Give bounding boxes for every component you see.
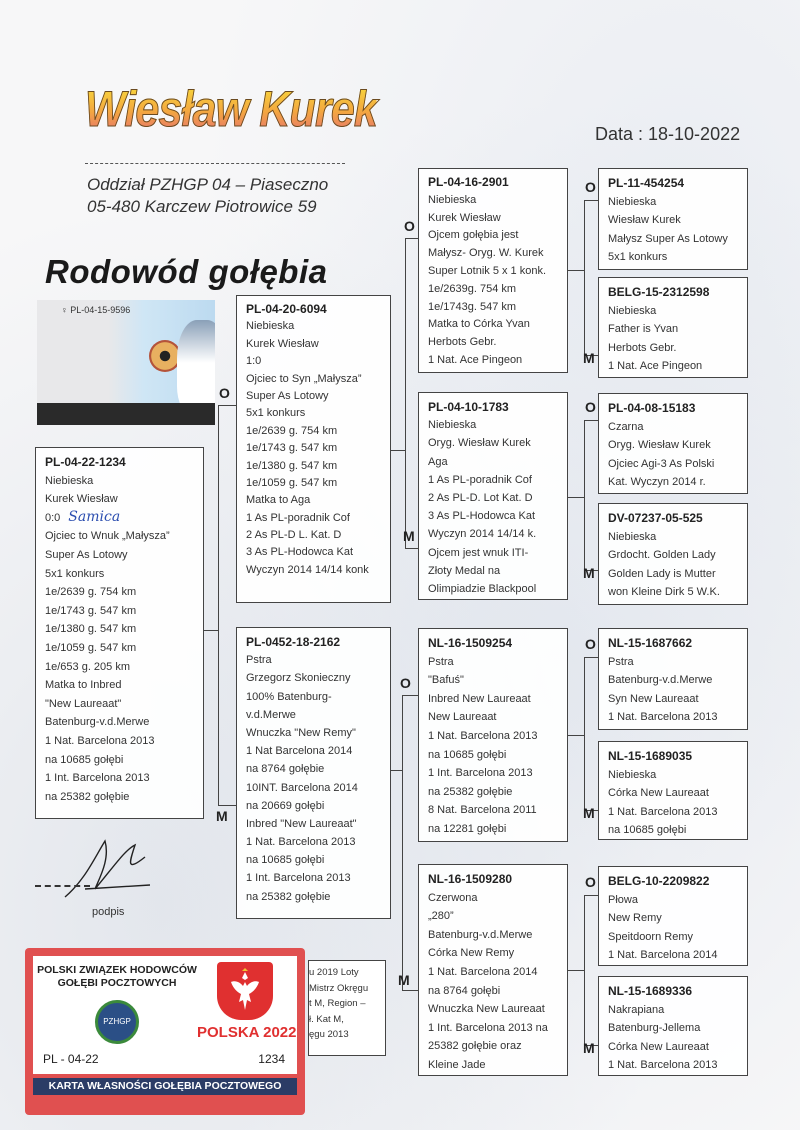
pedigree-line: Niebieska (608, 195, 657, 208)
ring-number: PL-04-20-6094 (246, 302, 327, 316)
ring-number: PL-04-08-15183 (608, 401, 696, 415)
pedigree-line: 1 Int. Barcelona 2013 (45, 772, 150, 785)
pedigree-line: 1 Nat. Ace Pingeon (428, 353, 523, 366)
connector-line (584, 200, 598, 201)
father-card (236, 295, 391, 603)
mother-card (236, 627, 391, 919)
ggp-fff-card (598, 168, 748, 270)
ring-number: PL-04-10-1783 (428, 400, 509, 414)
connector-line (568, 497, 584, 498)
pigeon-image (177, 320, 215, 415)
connector-line (405, 238, 418, 239)
mother-marker: M (583, 565, 595, 581)
pedigree-line: Oryg. Wiesław Kurek (608, 439, 711, 451)
pedigree-line: 1e/2639 g. 754 km (246, 424, 338, 437)
connector-line (584, 657, 598, 658)
pedigree-line: 1 Int. Barcelona 2013 na (428, 1021, 548, 1034)
pedigree-line: Ojciec to Syn „Małysza” (246, 372, 362, 385)
pedigree-line: Wnuczka New Laureaat (428, 1003, 545, 1016)
connector-line (584, 200, 585, 360)
pedigree-line: na 25382 gołębie (428, 785, 513, 798)
pedigree-line: Oryg. Wiesław Kurek (428, 437, 531, 450)
pedigree-line: 8 Nat. Barcelona 2011 (428, 804, 537, 817)
father-marker: O (400, 675, 411, 691)
card-ring-number: 1234 (258, 1052, 285, 1066)
pedigree-line: Pstra (428, 655, 454, 668)
connector-line (402, 990, 418, 991)
pedigree-line: Kleine Jade (428, 1058, 486, 1071)
pedigree-line: Niebieska (45, 474, 94, 487)
partially-hidden-box (308, 960, 386, 1056)
pedigree-line: Wnuczka "New Remy" (246, 726, 356, 739)
pedigree-line: Super As Lotowy (246, 389, 329, 402)
pigeon-photo (37, 300, 215, 425)
sex-line (45, 509, 203, 528)
connector-line (584, 420, 598, 421)
fragment-line: t M, Region – (309, 998, 366, 1009)
father-marker: O (585, 874, 596, 890)
pedigree-line: na 25382 gołębie (45, 790, 130, 803)
pedigree-line: na 8764 gołębi (428, 984, 501, 997)
pedigree-line: Matka to Inbred (45, 679, 122, 692)
pedigree-line: 1 Nat. Barcelona 2014 (428, 965, 538, 978)
pedigree-line: Herbots Gebr. (428, 336, 497, 349)
pedigree-line: 3 As PL-Hodowca Kat (246, 546, 354, 559)
pedigree-line: Czerwona (428, 891, 478, 904)
pedigree-line: 3 As PL-Hodowca Kat (428, 510, 536, 523)
pedigree-line: 1e/2639 g. 754 km (45, 586, 137, 599)
card-org-line-1: POLSKI ZWIĄZEK HODOWCÓW (37, 964, 197, 976)
photo-footer (37, 403, 215, 425)
pedigree-line: Olimpiadzie Blackpool (428, 582, 537, 595)
pedigree-line: Ojcem gołębia jest (428, 229, 519, 242)
pedigree-line: na 20669 gołębi (246, 799, 325, 812)
ring-number: NL-16-1509280 (428, 872, 513, 886)
pedigree-line: 1 Nat. Barcelona 2013 (608, 805, 718, 818)
card-org-line-2: GOŁĘBI POCZTOWYCH (57, 977, 177, 989)
paternal-grandmother-card (418, 392, 568, 600)
card-ring-prefix: PL - 04-22 (43, 1052, 99, 1066)
pedigree-line: Kurek Wiesław (45, 493, 118, 506)
pedigree-line: Batenburg-v.d.Merwe (45, 716, 150, 729)
pedigree-line: 1 Nat. Barcelona 2013 (608, 1059, 718, 1071)
pedigree-line: 1 Int. Barcelona 2013 (428, 767, 533, 780)
pedigree-line: 1 Nat. Barcelona 2013 (428, 729, 538, 742)
ring-number: NL-16-1509254 (428, 636, 513, 650)
pedigree-line: Płowa (608, 893, 638, 906)
pedigree-line: Grdocht. Golden Lady (608, 549, 716, 561)
pzhgp-logo-icon: PZHGP (95, 1000, 139, 1044)
ggp-mff-card (598, 628, 748, 730)
pedigree-line: Córka New Laureaat (608, 787, 709, 799)
pedigree-line: „280” (428, 910, 454, 923)
pedigree-line: Super As Lotowy (45, 548, 128, 561)
photo-ring-number: PL-04-15-9596 (70, 305, 131, 315)
pedigree-line: Wyczyn 2014 14/14 konk (246, 563, 369, 576)
document-title: Rodowód gołębia (45, 253, 328, 290)
connector-line (568, 270, 584, 271)
mother-marker: M (216, 808, 228, 824)
pedigree-line: New Remy (608, 912, 662, 924)
fragment-line: Mistrz Okręgu (309, 982, 369, 994)
pedigree-line: Kurek Wiesław (246, 337, 319, 350)
pedigree-line: Matka to Córka Yvan (428, 318, 530, 331)
handwritten-sex-note: Samica (68, 508, 121, 525)
pedigree-line: 1e/1059 g. 547 km (246, 476, 338, 489)
pedigree-line: Syn New Laureaat (608, 692, 699, 705)
address-line-1: Oddział PZHGP 04 – Piaseczno (87, 175, 329, 194)
breeder-name-logo: Wiesław Kurek (85, 81, 377, 137)
father-marker: O (219, 385, 230, 401)
signature-line (35, 885, 90, 887)
pedigree-line: 2 As PL-D. Lot Kat. D (428, 491, 533, 504)
pedigree-line: 5x1 konkurs (45, 567, 105, 580)
connector-line (218, 405, 219, 805)
pedigree-line: 0:0 (45, 511, 61, 524)
connector-line (584, 895, 598, 896)
pedigree-line: na 25382 gołębie (246, 890, 331, 903)
connector-line (391, 770, 402, 771)
pedigree-line: Pstra (608, 655, 634, 668)
ring-number: PL-04-22-1234 (45, 455, 126, 469)
ring-number: NL-15-1687662 (608, 636, 693, 650)
pedigree-line: na 8764 gołębie (246, 763, 325, 776)
ring-number: PL-0452-18-2162 (246, 635, 341, 649)
pedigree-line: 1 Nat. Barcelona 2014 (608, 949, 718, 961)
pedigree-line: Nakrapiana (608, 1003, 665, 1016)
ring-number: NL-15-1689035 (608, 749, 693, 763)
card-org-name (37, 964, 197, 990)
pedigree-line: Inbred New Laureaat (428, 692, 531, 705)
pedigree-line: na 10685 gołębi (45, 753, 124, 766)
pedigree-line: 1 Nat. Barcelona 2013 (246, 836, 356, 849)
connector-line (568, 735, 584, 736)
card-country-year: POLSKA 2022 (197, 1024, 297, 1041)
paternal-grandfather-card (418, 168, 568, 373)
ring-number: NL-15-1689336 (608, 984, 693, 998)
pedigree-line: 1:0 (246, 355, 262, 368)
pedigree-line: 1e/1743 g. 547 km (246, 442, 338, 455)
pedigree-line: na 10685 gołębi (428, 748, 507, 761)
pedigree-line: Niebieska (608, 768, 657, 781)
pedigree-line: Ojciec to Wnuk „Małysza” (45, 530, 170, 543)
connector-line (405, 548, 418, 549)
pedigree-line: Niebieska (246, 320, 295, 333)
pedigree-line: v.d.Merwe (246, 708, 296, 721)
pedigree-line: Córka New Laureaat (608, 1040, 709, 1053)
pedigree-line: Inbred "New Laureaat" (246, 817, 357, 830)
fragment-line: u 2019 Loty (309, 967, 359, 978)
ring-number: BELG-10-2209822 (608, 874, 710, 888)
mother-marker: M (583, 1040, 595, 1056)
ggp-fmf-card (598, 393, 748, 494)
pedigree-line: New Laureaat (428, 711, 497, 724)
pedigree-line: Niebieska (428, 419, 477, 432)
signature-label: podpis (92, 906, 125, 918)
pedigree-line: 1e/1743 g. 547 km (45, 604, 137, 617)
pedigree-line: 1e/1380 g. 547 km (246, 459, 338, 472)
pedigree-line: 2 As PL-D L. Kat. D (246, 529, 342, 542)
pedigree-line: Aga (428, 455, 448, 468)
eagle-icon (225, 968, 265, 1014)
pedigree-line: 1 Nat. Ace Pingeon (608, 360, 703, 372)
ring-number: DV-07237-05-525 (608, 511, 703, 525)
pedigree-line: 1e/2639g. 754 km (428, 282, 517, 295)
pedigree-line: 1e/1743g. 547 km (428, 300, 517, 313)
polish-eagle-icon (217, 962, 273, 1020)
maternal-grandmother-card (418, 864, 568, 1076)
mother-marker: M (403, 528, 415, 544)
ring-number: PL-11-454254 (608, 176, 685, 190)
pedigree-line: Grzegorz Skonieczny (246, 672, 351, 685)
pedigree-line: na 10685 gołębi (608, 824, 687, 836)
pedigree-line: Wiesław Kurek (608, 214, 681, 226)
pedigree-line: Batenburg-v.d.Merwe (608, 674, 713, 686)
pedigree-line: 1e/1059 g. 547 km (45, 641, 137, 654)
father-marker: O (585, 399, 596, 415)
pedigree-line: Niebieska (608, 304, 657, 317)
pedigree-line: Niebieska (608, 530, 657, 543)
ring-number: BELG-15-2312598 (608, 285, 710, 299)
maternal-grandfather-card (418, 628, 568, 842)
pedigree-line: Złoty Medal na (428, 564, 501, 577)
card-title: KARTA WŁASNOŚCI GOŁĘBIA POCZTOWEGO (33, 1078, 297, 1095)
fragment-line: ł. Kat M, (309, 1013, 344, 1025)
pedigree-line: 5x1 konkurs (608, 251, 668, 263)
pedigree-line: Córka New Remy (428, 947, 515, 960)
mother-marker: M (583, 805, 595, 821)
connector-line (218, 805, 236, 806)
ggp-ffm-card (598, 277, 748, 378)
connector-line (405, 238, 406, 548)
pedigree-line: won Kleine Dirk 5 W.K. (608, 586, 720, 598)
father-marker: O (585, 636, 596, 652)
document-date: Data : 18-10-2022 (595, 124, 741, 144)
pedigree-line: 1 Nat. Barcelona 2013 (608, 711, 718, 723)
pedigree-line: Pstra (246, 654, 272, 667)
connector-line (402, 695, 403, 990)
pedigree-line: na 12281 gołębi (428, 822, 507, 835)
pedigree-line: Father is Yvan (608, 323, 679, 335)
pedigree-line: 100% Batenburg- (246, 690, 332, 703)
pedigree-line: na 10685 gołębi (246, 854, 325, 867)
ggp-mmf-card (598, 866, 748, 966)
ring-number: PL-04-16-2901 (428, 175, 509, 189)
pedigree-line: Czarna (608, 420, 644, 433)
pedigree-line: 5x1 konkurs (246, 407, 306, 420)
mother-marker: M (583, 350, 595, 366)
pedigree-line: Herbots Gebr. (608, 341, 677, 354)
pedigree-line: 10INT. Barcelona 2014 (246, 781, 358, 794)
photo-ring-label (61, 305, 130, 316)
pedigree-line: Speitdoorn Remy (608, 930, 693, 943)
ggp-mmm-card (598, 976, 748, 1076)
ownership-card (25, 948, 305, 1115)
connector-line (584, 420, 585, 575)
fragment-line: ęgu 2013 (309, 1029, 349, 1040)
pedigree-line: "Bafuś" (428, 674, 464, 687)
father-marker: O (585, 179, 596, 195)
pedigree-line: Wyczyn 2014 14/14 k. (428, 528, 537, 541)
pedigree-line: Super Lotnik 5 x 1 konk. (428, 264, 547, 277)
connector-line (584, 657, 585, 815)
pedigree-line: Batenburg-Jellema (608, 1022, 701, 1034)
pedigree-line: Batenburg-v.d.Merwe (428, 928, 533, 941)
connector-line (391, 450, 405, 451)
pedigree-line: 1 Int. Barcelona 2013 (246, 872, 351, 885)
female-icon: ♀ (61, 305, 68, 315)
pedigree-line: Golden Lady is Mutter (608, 567, 716, 580)
pedigree-line: Ojcem jest wnuk ITI- (428, 546, 529, 559)
pedigree-line: Małysz Super As Lotowy (608, 232, 728, 245)
pedigree-line: 1e/653 g. 205 km (45, 660, 131, 673)
pedigree-line: "New Laureaat" (45, 697, 122, 710)
pedigree-line: 1 Nat. Barcelona 2013 (45, 734, 155, 747)
pedigree-line: Kat. Wyczyn 2014 r. (608, 476, 706, 488)
main-bird-card (35, 447, 204, 819)
connector-line (402, 695, 418, 696)
divider (85, 163, 345, 164)
connector-line (204, 630, 218, 631)
pedigree-line: 25382 gołębie oraz (428, 1040, 522, 1053)
ggp-mfm-card (598, 741, 748, 840)
pedigree-line: Małysz- Oryg. W. Kurek (428, 247, 544, 260)
pedigree-line: 1 As PL-poradnik Cof (428, 473, 532, 486)
ggp-fmm-card (598, 503, 748, 605)
father-marker: O (404, 218, 415, 234)
pedigree-line: Niebieska (428, 193, 477, 206)
pedigree-line: 1e/1380 g. 547 km (45, 623, 137, 636)
connector-line (584, 895, 585, 1050)
connector-line (568, 970, 584, 971)
pedigree-line: Kurek Wiesław (428, 211, 501, 224)
pedigree-line: Ojciec Agi-3 As Polski (608, 457, 715, 470)
pedigree-line: 1 Nat Barcelona 2014 (246, 745, 353, 758)
pedigree-line: Matka to Aga (246, 494, 311, 507)
mother-marker: M (398, 972, 410, 988)
signature (55, 835, 165, 903)
pedigree-line: 1 As PL-poradnik Cof (246, 511, 350, 524)
address-line-2: 05-480 Karczew Piotrowice 59 (87, 197, 317, 216)
connector-line (218, 405, 236, 406)
